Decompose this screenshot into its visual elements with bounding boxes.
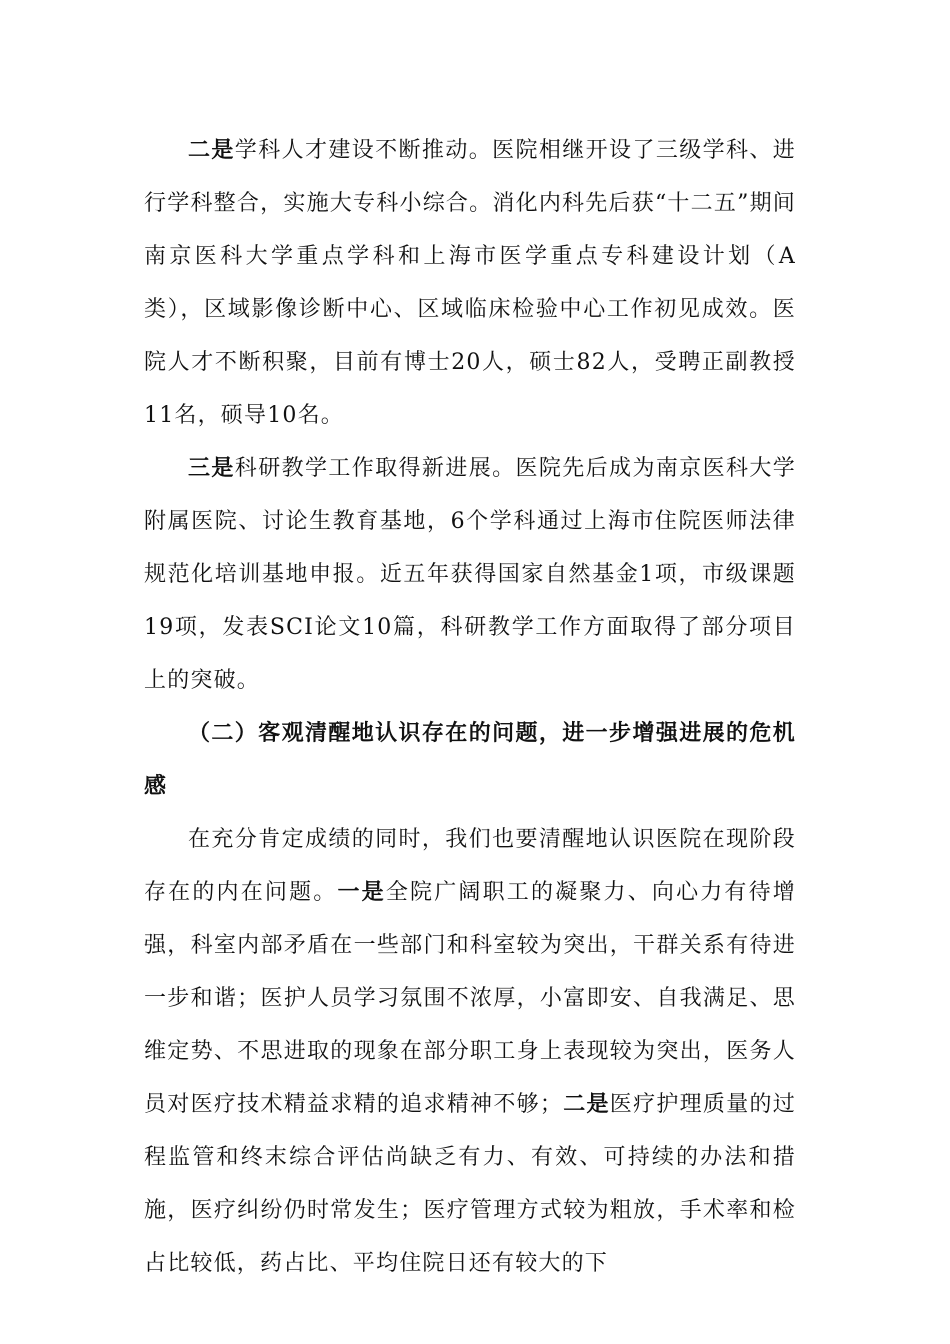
paragraph-text: 全院广阔职工的凝聚力、向心力有待增强，科室内部矛盾在一些部门和科室较为突出，干群关系有待进一步和谐；医护人员学习氛围不浓厚，小富即安、自我满足、思维定势、不思进取的现象在部分职工身上表现较为突出，医务人员对医疗技术精益求精的追求精神不够； <box>144 880 797 1117</box>
paragraph-lead: 二是 <box>188 138 235 163</box>
paragraph-text: 科研教学工作取得新进展。医院先后成为南京医科大学附属医院、讨论生教育基地，6个学科通过上海市住院医师法律规范化培训基地申报。近五年获得国家自然基金1项，市级课题19项，发表SCI论文10篇，科研教学工作方面取得了部分项目上的突破。 <box>144 456 796 693</box>
paragraph-lead: 二是 <box>563 1092 610 1117</box>
paragraph-lead: 三是 <box>188 456 235 481</box>
paragraph-text: 学科人才建设不断推动。医院相继开设了三级学科、进行学科整合，实施大专科小综合。消化内科先后获“十二五”期间南京医科大学重点学科和上海市医学重点专科建设计划（A类），区域影像诊断中心、区域临床检验中心工作初见成效。医院人才不断积聚，目前有博士20人，硕士82人，受聘正副教授11名，硕导10名。 <box>144 138 796 428</box>
paragraph-lead: 一是 <box>337 880 386 905</box>
document-page <box>144 124 796 1290</box>
paragraph-discipline-talent <box>144 124 796 442</box>
paragraph-text: 医疗护理质量的过程监管和终末综合评估尚缺乏有力、有效、可持续的办法和措施，医疗纠纷仍时常发生；医疗管理方式较为粗放，手术率和检占比较低，药占比、平均住院日还有较大的下 <box>144 1092 796 1276</box>
paragraph-existing-problems <box>144 813 796 1290</box>
paragraph-text: 在充分肯定成绩的同时，我们也要清醒地认识医院在现阶段存在的内在问题。 <box>144 827 796 905</box>
section-heading: （二）客观清醒地认识存在的问题，进一步增强进展的危机感 <box>144 721 796 799</box>
paragraph-research-teaching <box>144 442 796 707</box>
